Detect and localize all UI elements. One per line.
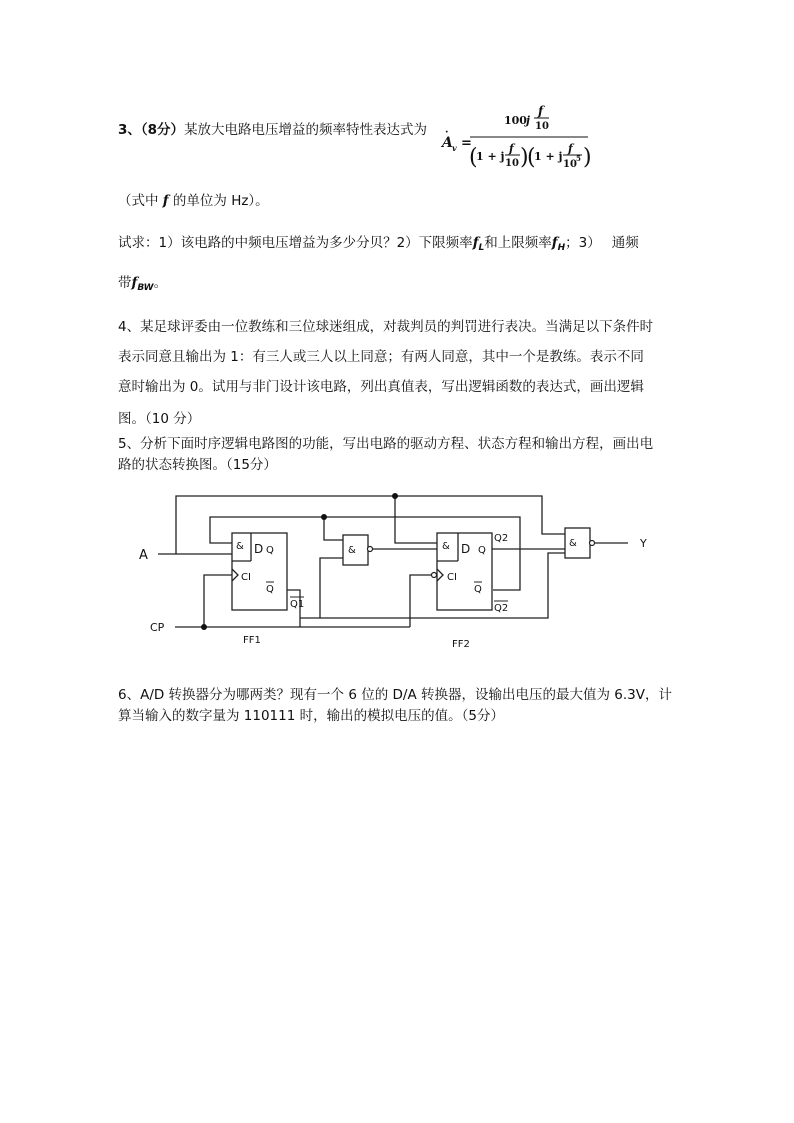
q3-unit-note-pre: （式中 [118, 193, 163, 209]
wire-ff2-clock [410, 575, 433, 627]
ff2-qbar-label: Q [474, 584, 482, 595]
ff1-q-label: Q [266, 545, 274, 556]
formula-den1-f: f [509, 142, 514, 155]
ff2-ci-label: CI [447, 572, 457, 583]
q3-fl-sub: L [478, 243, 485, 253]
formula-hat: · [445, 127, 449, 138]
q3-fh-sub: H [557, 243, 566, 253]
sequential-circuit-diagram [130, 488, 680, 654]
formula-den1-ten: 10 [505, 158, 519, 169]
nand-bubble [368, 547, 373, 552]
formula-lhs-sub: v [452, 143, 457, 153]
q3-fh: f [551, 235, 558, 251]
ff2-and-symbol: & [442, 541, 450, 552]
wire-to-nand [324, 517, 343, 540]
formula-paren-2r: ) [583, 145, 592, 170]
gain-formula [440, 104, 600, 176]
ff1-and-symbol: & [236, 541, 244, 552]
ff1-d-label: D [254, 542, 264, 556]
formula-numer-coef: 100 [504, 114, 527, 127]
ff1-clock-triangle [232, 569, 238, 581]
q3-number: 3、 [118, 122, 141, 138]
ff2-name-label: FF2 [452, 639, 470, 650]
formula-lhs: A [442, 135, 453, 151]
q3-text: 某放大电路电压增益的频率特性表达式为 [184, 122, 428, 138]
junction-dot-top [392, 493, 398, 499]
q3-unit-note [118, 191, 269, 211]
output-gate-and-symbol: & [569, 538, 577, 549]
formula-equals: = [461, 136, 472, 151]
formula-den2-base: 10 [563, 159, 577, 170]
q5-line2: 路的状态转换图。（15分） [118, 457, 277, 473]
q3-ask-line1 [118, 233, 639, 258]
ff2-clock-bubble [432, 573, 437, 578]
formula-paren-2l: ( [527, 145, 536, 170]
ff1-q1bar-label: Q1 [290, 599, 305, 610]
ff2-q-label: Q [478, 545, 486, 556]
q3-ask-line2 [118, 273, 167, 298]
ff1-ci-label: CI [241, 572, 251, 583]
formula-numer-j: j [526, 114, 530, 127]
formula-paren-1l: ( [469, 145, 478, 170]
q3-fl: f [472, 235, 479, 251]
wire-a-to-output-gate [176, 496, 565, 554]
wire-ff1-clock [204, 575, 232, 627]
formula-paren-1r: ) [520, 145, 529, 170]
q3-fbw: f [131, 275, 138, 291]
q4-line3: 意时输出为 0。试用与非门设计该电路，列出真值表，写出逻辑函数的表达式，画出逻辑 [118, 379, 644, 395]
ff2-q2-label: Q2 [494, 533, 509, 544]
ff2-clock-triangle [437, 569, 443, 581]
wire-top-to-ff2-and [395, 496, 437, 543]
q6-line2: 算当输入的数字量为 110111 时，输出的模拟电压的值。（5分） [118, 708, 504, 724]
label-output-y: Y [640, 537, 647, 550]
ff2-d-label: D [461, 542, 471, 556]
q3-ask-pre: 试求：1）该电路的中频电压增益为多少分贝？2）下限频率 [118, 235, 473, 251]
nand-and-symbol: & [348, 545, 356, 556]
formula-numer-f: f [538, 104, 544, 118]
wire-q1bar-to-nand [300, 558, 343, 618]
q3-fbw-sub: BW [137, 283, 154, 293]
formula-den2-prefix: 1 + j [534, 150, 563, 163]
wire-q2bar-to-output-gate [320, 553, 565, 618]
formula-numer-ten: 10 [535, 121, 549, 132]
junction-dot-cp [201, 624, 207, 630]
q3-unit-note-post: 的单位为 Hz）。 [168, 193, 269, 209]
label-input-cp: CP [150, 621, 165, 634]
q4-line1: 4、某足球评委由一位教练和三位球迷组成，对裁判员的判罚进行表决。当满足以下条件时 [118, 319, 654, 335]
q3-ask-line2-post: 。 [153, 275, 168, 291]
formula-den2-exp: 5 [576, 154, 581, 163]
formula-den1-prefix: 1 + j [476, 150, 505, 163]
label-input-a: A [139, 548, 148, 563]
q3-ask-line2-pre: 带 [118, 275, 132, 291]
ff1-name-label: FF1 [243, 635, 261, 646]
q6-line1: 6、A/D 转换器分为哪两类？现有一个 6 位的 D/A 转换器，设输出电压的最大值为 6.3V，计 [118, 687, 672, 703]
q5-line1: 5、分析下面时序逻辑电路图的功能，写出电路的驱动方程、状态方程和输出方程，画出电 [118, 436, 654, 452]
ff1-qbar-label: Q [266, 584, 274, 595]
q3-unit-var: f [162, 193, 169, 209]
ff2-q2bar-label: Q2 [494, 603, 509, 614]
q3-score: （8分） [140, 122, 185, 138]
q3-ask-post: ；3） 通频 [565, 235, 639, 251]
formula-den2-f: f [568, 142, 573, 155]
q4-line2: 表示同意且输出为 1：有三人或三人以上同意；有两人同意，其中一个是教练。表示不同 [118, 349, 644, 365]
q3-ask-mid: 和上限频率 [484, 235, 552, 251]
output-gate-bubble [590, 541, 595, 546]
q4-line4: 图。（10 分） [118, 411, 201, 427]
junction-dot-mid [321, 514, 327, 520]
q3-line1 [118, 120, 427, 140]
